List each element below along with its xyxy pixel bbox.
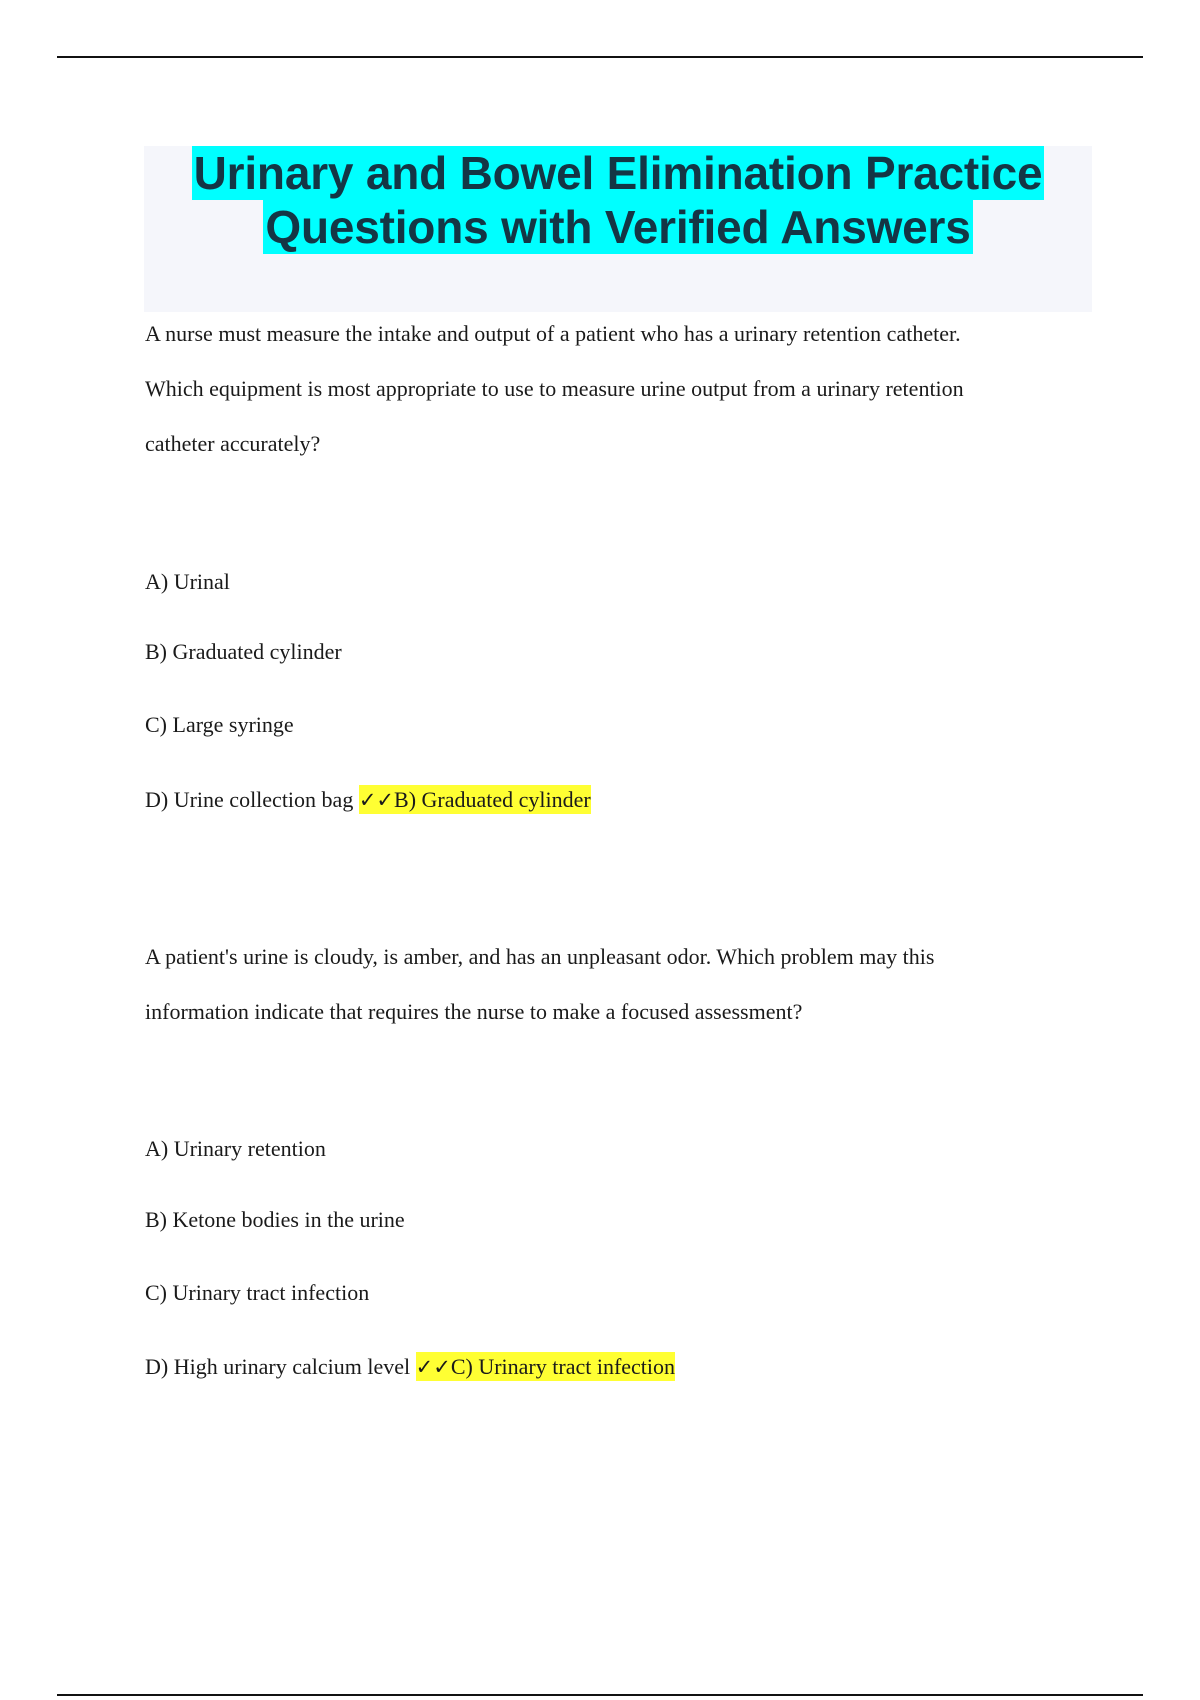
- footer-rule: [57, 1694, 1143, 1696]
- title-banner: [144, 146, 1092, 312]
- question-2-answer-highlight: [416, 1352, 675, 1381]
- question-2-option-a: A) Urinary retention: [145, 1136, 326, 1161]
- question-1-answer-highlight: [359, 785, 591, 814]
- question-1: [145, 306, 1075, 471]
- question-1-option-a: A) Urinal: [145, 569, 230, 594]
- question-1-option-d: D) Urine collection bag: [145, 787, 354, 812]
- title-line-1: Urinary and Bowel Elimination Practice: [193, 147, 1043, 199]
- question-1-option-d-row: [145, 785, 591, 815]
- question-2-option-d: D) High urinary calcium level: [145, 1354, 411, 1379]
- question-2: [145, 929, 1075, 1039]
- question-1-stem-line-2: Which equipment is most appropriate to use to measure urine output from a urinary retention: [145, 376, 964, 401]
- question-1-stem-line-3: catheter accurately?: [145, 431, 321, 456]
- title-wrap: [144, 146, 1092, 254]
- question-2-option-c: C) Urinary tract infection: [145, 1280, 370, 1305]
- question-1-option-c: C) Large syringe: [145, 712, 294, 737]
- question-2-option-d-row: [145, 1352, 675, 1382]
- question-2-stem-line-1: A patient's urine is cloudy, is amber, and has an unpleasant odor. Which problem may this: [145, 944, 935, 969]
- question-1-answer: B) Graduated cylinder: [394, 787, 591, 812]
- question-1-stem-line-1: A nurse must measure the intake and output of a patient who has a urinary retention catheter.: [145, 321, 961, 346]
- question-2-stem-line-2: information indicate that requires the nurse to make a focused assessment?: [145, 999, 803, 1024]
- check-icon: ✓✓: [358, 788, 395, 812]
- question-2-answer: C) Urinary tract infection: [450, 1354, 676, 1379]
- title-line-2: Questions with Verified Answers: [265, 201, 971, 253]
- header-rule: [57, 56, 1143, 58]
- question-1-option-b: B) Graduated cylinder: [145, 639, 342, 664]
- question-2-option-b: B) Ketone bodies in the urine: [145, 1207, 405, 1232]
- check-icon: ✓✓: [415, 1355, 451, 1379]
